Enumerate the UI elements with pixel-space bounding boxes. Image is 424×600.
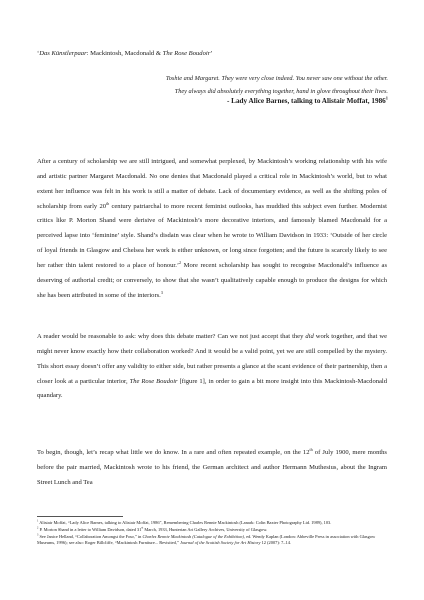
footnote-2-ordinal: st [141, 526, 144, 530]
footnote-2 [37, 527, 387, 533]
epigraph [60, 72, 388, 98]
footnote-3-journal-title: Journal of the Scottish Society for Art History [179, 540, 261, 546]
epigraph-line-2: They always did absolutely everything together, hand in glove throughout their lives. [174, 88, 388, 95]
body-paragraph-1 [37, 155, 387, 303]
footnote-ref-3[interactable]: 3 [160, 289, 163, 295]
footnote-1-text: Alistair Moffat, “Lady Alice Barnes, talking to Alistair Moffat, 1986”, Remembering Charles Rennie Mackintosh (Lanark: Colin Baxter Photography Ltd. 1989), 103. [38, 520, 332, 525]
footnotes [37, 520, 387, 547]
p1-text-c: More recent scholarship has sought to recognise Macdonald’s influence as deserving of authorial credit; or conversely, to show that she wasn’t qualitatively capable enough to produce the designs for which she has been attributed in some of the interiors. [37, 261, 387, 299]
p3-text-b: of July 1900, mere months before the pair married, Mackintosh wrote to his friend, the German architect and author Hermann Muthesius, about the Ingram Street Lunch and Tea [37, 449, 387, 486]
p2-text-c: [figure 1], in order to gain a bit more insight into this Mackintosh-Macdonald quandary. [37, 377, 388, 400]
p3-text-a: To begin, though, let’s recap what little we do know. In a rare and often repeated example, on the 12 [37, 449, 310, 456]
footnote-3-text-a: See Janice Helland, “Collaboration Amongst the Four,” in [38, 534, 143, 539]
p1-text-a: After a century of scholarship we are still intrigued, and somewhat perplexed, by Mackintosh’s working relationship with his wife and artistic partner Margaret Macdonald. No one denies that Macdonald played a critical role in Mackintosh’s world, but to what extent her influence was felt in his work is still a matter of debate. Lack of documentary evidence, as well as the shifting poles of scholarship from early 20 [37, 158, 387, 210]
footnote-2-number: 2 [37, 526, 39, 530]
epigraph-attribution [227, 96, 388, 106]
body-paragraph-3 [37, 446, 387, 491]
body-paragraph-2 [37, 330, 387, 404]
footnote-2-text-a: P. Morton Shand in a letter to William Davidson, dated 31 [38, 527, 142, 532]
epigraph-line-1: Toshie and Margaret. They were very close indeed. You never saw one without the other. [165, 75, 388, 82]
p2-emphasis-did: did [305, 333, 314, 340]
p2-artwork-title: The Rose Boudoir [129, 377, 178, 385]
title-italic-part-2: The Rose Boudoir [162, 50, 211, 57]
footnote-3-catalogue-title: Charles Rennie Mackintosh (Catalogue of the Exhibition) [142, 534, 244, 539]
footnote-1-number: 1 [37, 519, 39, 523]
footnote-3-text-b: , ed. Wendy Kaplan (London: Abbeville Press in association with Glasgow Museums, 1996); see also: Roger Billcliffe, “Mackintosh Furniture... Revisited,” [37, 534, 376, 546]
attribution-text: - Lady Alice Barnes, talking to Alistair Moffat, 1986 [226, 97, 386, 105]
p1-ordinal-suffix: th [106, 200, 110, 206]
p1-text-b: century patriarchal to more recent feminist outlooks, has muddied this subject even further. Modernist critics like P. Morton Shand were derisive of Mackintosh’s more decorative interiors, and famously blamed Macdonald for a perceived lapse into ‘feminine’ style. Shand’s disdain was clear when he wrote to William Davidson in 1933: ‘Outside of her circle of loyal friends in Glasgow and Chelsea her work is either unknown, or long since forgotten; and the future is scarcely likely to see her rather thin talent restored to a place of honour.’ [37, 202, 388, 269]
footnote-3-text-c: 12 (2007): 7–14. [260, 540, 291, 546]
title-middle: : Mackintosh, Macdonald & [86, 50, 163, 57]
p2-text-a: A reader would be reasonable to ask: why does this debate matter? Can we not just accept that they [37, 333, 306, 340]
footnote-ref-1[interactable]: 1 [385, 95, 388, 101]
title-quote-open: ‘ [37, 50, 40, 57]
footnote-ref-2[interactable]: 2 [179, 259, 182, 265]
footnote-2-text-b: March, 1933, Hunterian Art Gallery Archives, University of Glasgow. [143, 527, 268, 532]
title-italic-part: Das Künstlerpaar [39, 50, 87, 57]
p2-text-b: work together, and that we might never know exactly how their collaboration worked? And it would be a valid point, yet we are still compelled by the mystery. This short essay doesn’t offer any validity to either side, but rather presents a glance at the scant evidence of their partnership, then a closer look at a particular interior, [37, 333, 387, 385]
document-title [37, 49, 212, 58]
title-quote-close: ’ [210, 50, 213, 57]
footnote-divider [37, 516, 123, 517]
footnote-3-number: 3 [37, 533, 39, 537]
p3-ordinal-suffix: th [309, 446, 313, 452]
footnote-1 [37, 520, 387, 526]
footnote-3 [37, 534, 387, 547]
